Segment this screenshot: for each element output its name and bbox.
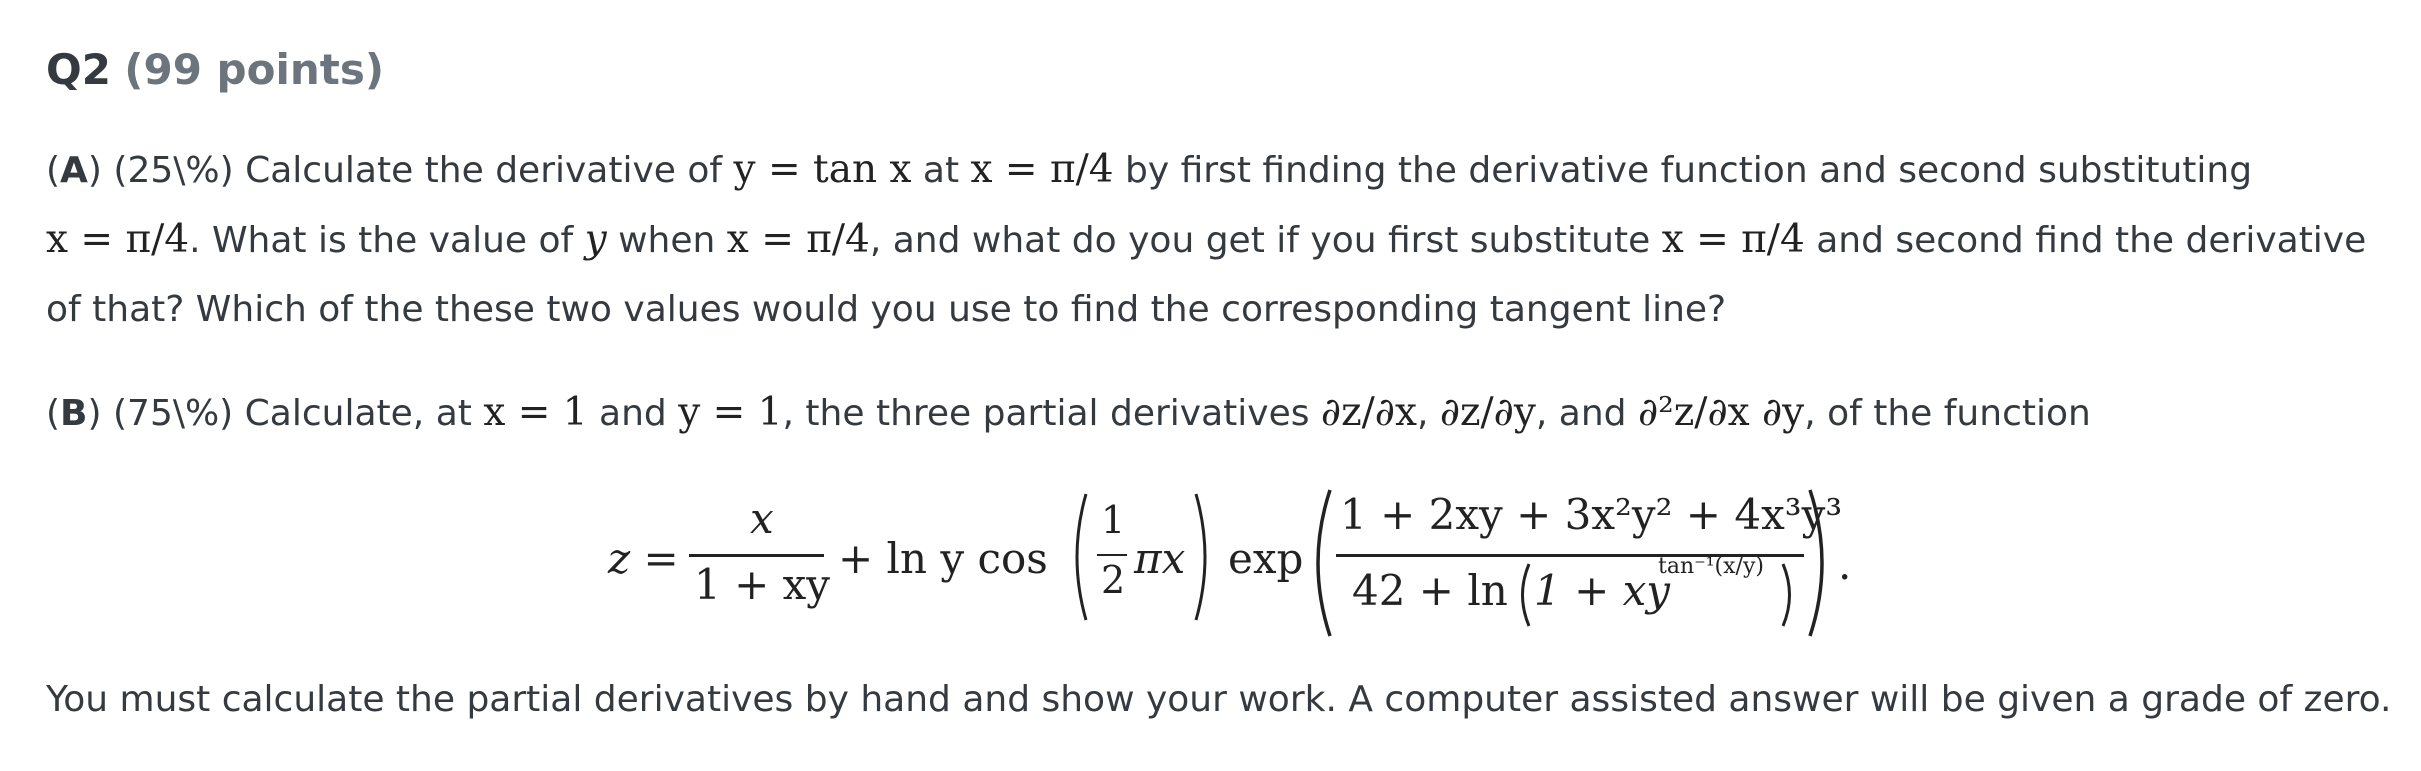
question-points: (99 points) [124,45,385,94]
part-a-line-2 [46,216,2366,265]
footer-note: You must calculate the partial derivatives by hand and show your work. A computer assisted answer will be given a grade of zero. [46,679,2392,720]
math-y-tan-x: y = tan x [733,147,912,192]
formula-frac1-denominator: 1 + xy [694,560,831,609]
formula-big-denominator-sup: tan⁻¹(x/y) [1658,554,1764,579]
formula-big-denominator-b: 1 + xy [1534,566,1671,615]
part-a-text: when [606,220,727,261]
part-a-text: at [911,150,971,191]
left-paren-inner [1514,562,1532,628]
math-x-pi-4: x = π/4 [1661,217,1805,262]
part-a-text: and second find the derivative [1804,220,2367,261]
formula-half-denominator: 2 [1101,558,1126,602]
part-b-text: , [1416,393,1440,434]
math-x-pi-4: x = π/4 [970,147,1114,192]
formula-frac1-bar [689,554,824,557]
right-paren-small [1192,492,1216,622]
part-b-text: , the three partial derivatives [782,393,1321,434]
math-x-pi-4: x = π/4 [726,217,870,262]
display-formula [552,488,1852,638]
question-number: Q2 [46,45,111,94]
question-title [46,40,384,100]
math-dz-dx: ∂z/∂x [1320,390,1417,435]
part-b-text: ) (75\%) Calculate, at [87,393,484,434]
part-a-line-1: (A) (25\%) Calculate the derivative of y = tan x at x = π/4 by first finding the derivative function and second substituting [46,147,2253,192]
left-paren-big [1304,488,1334,638]
formula-big-denominator-a: 42 + ln [1352,566,1508,615]
math-d2z-dxdy: ∂²z/∂x ∂y [1637,390,1805,435]
part-a-line-3: of that? Which of the these two values would you use to find the corresponding tangent line? [46,289,1727,330]
math-y-eq-1: y = 1 [678,390,783,435]
right-paren-big [1806,488,1836,638]
part-b-line: (B) (75\%) Calculate, at x = 1 and y = 1, the three partial derivatives ∂z/∂x, ∂z/∂y, and ∂²z/∂x ∂y, of the function [46,390,2091,435]
right-paren-inner [1780,562,1798,628]
math-x-eq-1: x = 1 [483,390,588,435]
math-y: y [584,217,607,262]
part-a-label: A [60,150,88,191]
formula-end: . [1838,540,1852,589]
part-b-text: and [587,393,679,434]
part-b-text: , of the function [1804,393,2091,434]
part-b-text: , and [1535,393,1638,434]
formula-lhs: z = [608,534,679,583]
part-a-text: ) (25\%) Calculate the derivative of [87,150,734,191]
part-a-text: , and what do you get if you first substitute [869,220,1662,261]
formula-half-numerator: 1 [1101,498,1126,542]
formula-half-bar [1097,554,1127,556]
formula-frac1-numerator: x [750,494,774,543]
formula-pix: πx [1134,534,1186,583]
left-paren-small [1066,492,1090,622]
math-x-pi-4: x = π/4 [46,217,190,262]
formula-middle: + ln y cos [838,534,1048,583]
part-a-text: by first finding the derivative function and second substituting [1113,150,2253,191]
part-a-text: . What is the value of [189,220,585,261]
part-b-label: B [60,393,88,434]
formula-big-numerator: 1 + 2xy + 3x²y² + 4x³y³ [1340,490,1843,539]
formula-exp: exp [1228,534,1304,583]
math-dz-dy: ∂z/∂y [1439,390,1536,435]
